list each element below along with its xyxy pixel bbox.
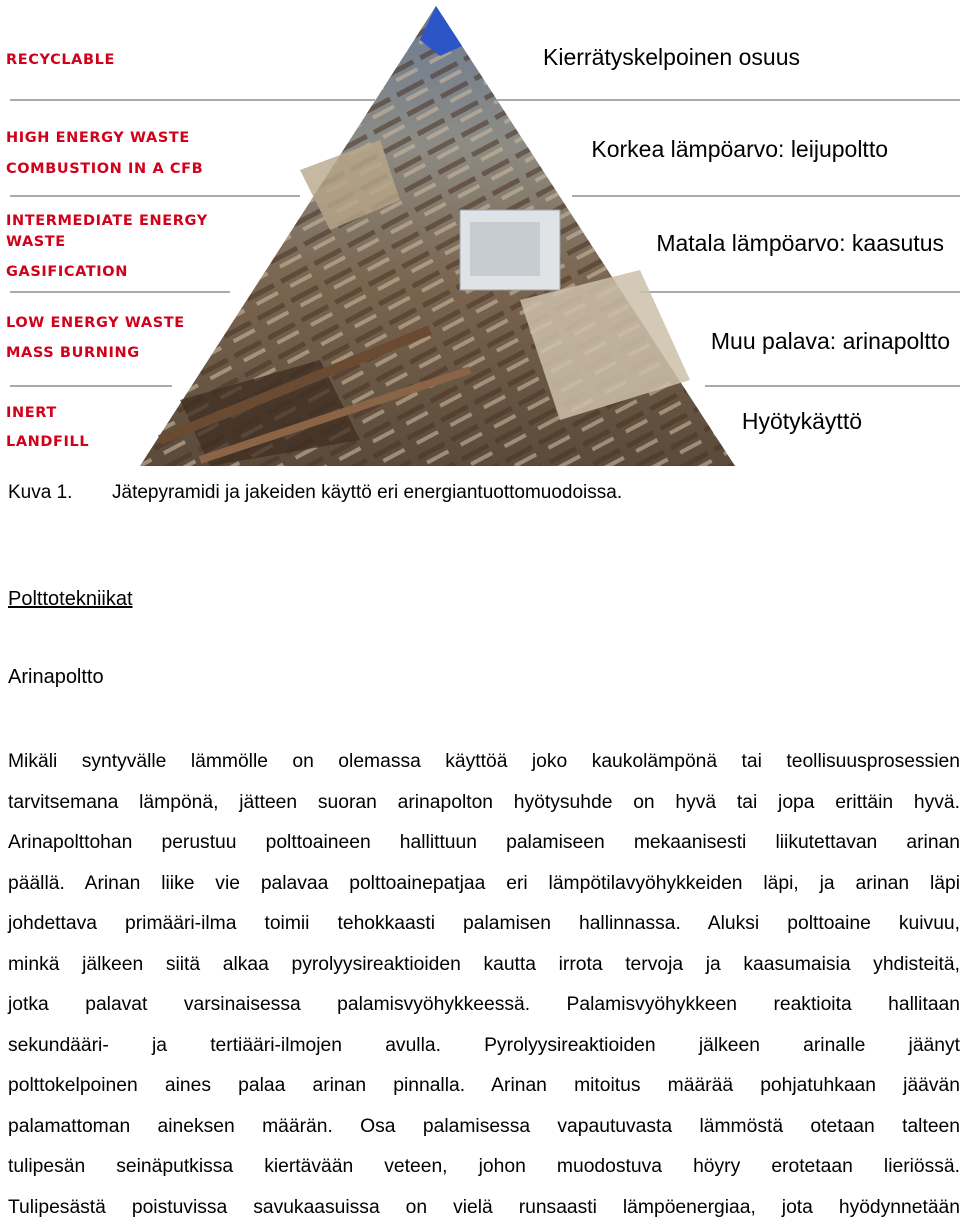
tier-label-high-energy bbox=[6, 128, 203, 180]
body-paragraph bbox=[8, 742, 960, 1228]
tier-label-recyclable bbox=[6, 50, 115, 71]
tier-label-line: HIGH ENERGY WASTE bbox=[6, 128, 203, 149]
paragraph-line: Tulipesästä poistuvissa savukaasuissa on vielä runsaasti lämpöenergiaa, jota hyödynnetään bbox=[8, 1188, 960, 1228]
tier-label-low-energy bbox=[6, 313, 185, 364]
finnish-label-inert: Hyötykäyttö bbox=[742, 408, 862, 435]
figure-caption bbox=[8, 482, 622, 504]
paragraph-line: tarvitsemana lämpönä, jätteen suoran arinapolton hyötysuhde on hyvä tai jopa erittäin hyvä. bbox=[8, 783, 960, 824]
tier-label-line: INERT bbox=[6, 403, 89, 424]
figure-caption-number: Kuva 1. bbox=[8, 482, 112, 504]
paragraph-line: sekundääri- ja tertiääri-ilmojen avulla. Pyrolyysireaktioiden jälkeen arinalle jäänyt bbox=[8, 1026, 960, 1067]
tier-label-line: LANDFILL bbox=[6, 432, 89, 453]
finnish-label-high-energy: Korkea lämpöarvo: leijupoltto bbox=[591, 136, 888, 163]
paragraph-line: Mikäli syntyvälle lämmölle on olemassa käyttöä joko kaukolämpönä tai teollisuusprosessien bbox=[8, 742, 960, 783]
tier-label-intermediate-energy bbox=[6, 211, 208, 283]
tier-label-line: INTERMEDIATE ENERGY bbox=[6, 211, 208, 232]
figure-caption-text: Jätepyramidi ja jakeiden käyttö eri energiantuottomuodoissa. bbox=[112, 482, 622, 503]
waste-pyramid-figure bbox=[0, 0, 960, 470]
finnish-label-recyclable: Kierrätyskelpoinen osuus bbox=[543, 44, 800, 71]
finnish-label-intermediate-energy: Matala lämpöarvo: kaasutus bbox=[656, 230, 944, 257]
paragraph-line: tulipesän seinäputkissa kiertävään veteen, johon muodostuva höyry erotetaan lieriössä. bbox=[8, 1147, 960, 1188]
paragraph-line: johdettava primääri-ilma toimii tehokkaasti palamisen hallinnassa. Aluksi polttoaine kuivuu, bbox=[8, 904, 960, 945]
tier-label-line: COMBUSTION IN A CFB bbox=[6, 159, 203, 180]
finnish-label-low-energy: Muu palava: arinapoltto bbox=[711, 328, 950, 355]
tier-label-line: RECYCLABLE bbox=[6, 50, 115, 71]
tier-label-line: MASS BURNING bbox=[6, 343, 185, 364]
paragraph-line: minkä jälkeen siitä alkaa pyrolyysireaktioiden kautta irrota tervoja ja kaasumaisia yhdisteitä, bbox=[8, 945, 960, 986]
section-heading: Polttotekniikat bbox=[8, 588, 133, 611]
subsection-heading: Arinapoltto bbox=[8, 666, 104, 689]
paragraph-line: palamattoman aineksen määrän. Osa palamisessa vapautuvasta lämmöstä otetaan talteen bbox=[8, 1107, 960, 1148]
tier-label-inert bbox=[6, 403, 89, 453]
paragraph-line: päällä. Arinan liike vie palavaa polttoainepatjaa eri lämpötilavyöhykkeiden läpi, ja arinan läpi bbox=[8, 864, 960, 905]
paragraph-line: polttokelpoinen aines palaa arinan pinnalla. Arinan mitoitus määrää pohjatuhkaan jäävän bbox=[8, 1066, 960, 1107]
tier-label-line: WASTE bbox=[6, 232, 208, 253]
paragraph-line: jotka palavat varsinaisessa palamisvyöhykkeessä. Palamisvyöhykkeen reaktioita hallitaan bbox=[8, 985, 960, 1026]
tier-label-line: LOW ENERGY WASTE bbox=[6, 313, 185, 334]
paragraph-line: Arinapolttohan perustuu polttoaineen hallittuun palamiseen mekaanisesti liikutettavan arinan bbox=[8, 823, 960, 864]
tier-label-line: GASIFICATION bbox=[6, 262, 208, 283]
